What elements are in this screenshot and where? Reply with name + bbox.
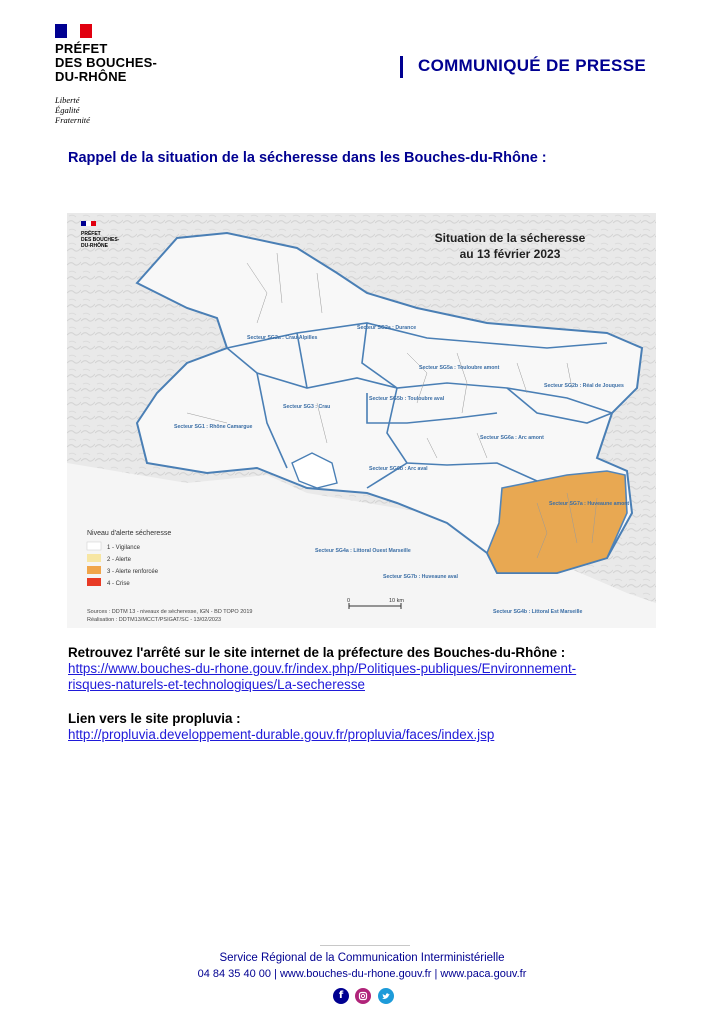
legend-swatch-crise bbox=[87, 578, 101, 586]
map-credits: Réalisation : DDTM13/MCCT/PSIGAT/SC - 13/02/2023 bbox=[87, 617, 222, 623]
decree-intro: Retrouvez l'arrêté sur le site internet de la préfecture des Bouches-du-Rhône : bbox=[68, 645, 566, 660]
sector-label: Secteur SG4a : Littoral Ouest Marseille bbox=[315, 548, 411, 554]
legend-label: 4 - Crise bbox=[107, 581, 130, 587]
french-flag-logo bbox=[55, 24, 92, 38]
page-heading: Rappel de la situation de la sécheresse dans les Bouches-du-Rhône : bbox=[68, 150, 547, 166]
legend-swatch-alerte bbox=[87, 554, 101, 562]
facebook-icon[interactable]: f bbox=[333, 988, 349, 1004]
legend-label: 1 - Vigilance bbox=[107, 545, 140, 551]
scale-end: 10 km bbox=[389, 598, 404, 604]
legend-swatch-vigilance bbox=[87, 542, 101, 550]
sector-label: Secteur SG5a : Touloubre amont bbox=[419, 365, 500, 371]
propluvia-intro: Lien vers le site propluvia : bbox=[68, 711, 241, 726]
propluvia-link[interactable]: http://propluvia.developpement-durable.gouv.fr/propluvia/faces/index.jsp bbox=[68, 727, 495, 742]
propluvia-paragraph bbox=[68, 711, 656, 743]
alert-zone-huveaune bbox=[487, 471, 630, 573]
twitter-icon[interactable] bbox=[378, 988, 394, 1004]
drought-map bbox=[67, 213, 656, 628]
logo-line: PRÉFET bbox=[55, 41, 108, 56]
footer-divider bbox=[320, 945, 410, 946]
footer-separator: | bbox=[434, 968, 441, 980]
map-title-line1: Situation de la sécheresse bbox=[434, 231, 586, 245]
footer-service: Service Régional de la Communication Interministérielle bbox=[219, 952, 505, 964]
sector-label: Secteur SG3 : Crau bbox=[283, 404, 331, 410]
map-title-line2: au 13 février 2023 bbox=[459, 247, 561, 261]
sector-label: Secteur SG2a : Durance bbox=[357, 325, 417, 331]
sector-label: Secteur SG2a : Crau-Alpilles bbox=[247, 335, 318, 341]
sector-label: Secteur SG2b : Réal de Jouques bbox=[544, 383, 624, 389]
legend-label: 3 - Alerte renforcée bbox=[107, 569, 159, 575]
sector-label: Secteur SG6b : Arc aval bbox=[369, 466, 428, 472]
decree-link-continued[interactable]: risques-naturels-et-technologiques/La-secheresse bbox=[68, 677, 365, 692]
motto-line: Fraternité bbox=[55, 115, 90, 125]
legend-swatch-alerte-renforcee bbox=[87, 566, 101, 574]
map-logo-line: DU-RHÔNE bbox=[81, 243, 108, 249]
map-logo-line: DES BOUCHES- bbox=[81, 237, 120, 243]
sector-label: Secteur SG7b : Huveaune aval bbox=[383, 574, 458, 580]
map-sources: Sources : DDTM 13 - niveaux de sécheresse, IGN - BD TOPO 2019 bbox=[87, 609, 253, 615]
decree-link[interactable]: https://www.bouches-du-rhone.gouv.fr/index.php/Politiques-publiques/Environnement- bbox=[68, 661, 577, 676]
legend-title: Niveau d'alerte sécheresse bbox=[87, 530, 172, 537]
sector-label: Secteur SG4b : Littoral Est Marseille bbox=[493, 609, 583, 615]
footer-separator: | bbox=[274, 968, 280, 980]
footer-site-link[interactable]: www.bouches-du-rhone.gouv.fr bbox=[279, 968, 432, 980]
scale-start: 0 bbox=[347, 598, 351, 604]
prefecture-logo-text bbox=[55, 42, 157, 84]
decree-paragraph bbox=[68, 645, 656, 693]
sector-label: Secteur SG6a : Arc amont bbox=[480, 435, 544, 441]
sector-label: Secteur SG5b : Touloubre aval bbox=[369, 396, 445, 402]
motto-line: Liberté bbox=[55, 95, 80, 105]
footer-contacts bbox=[0, 968, 724, 980]
footer-site-link[interactable]: www.paca.gouv.fr bbox=[440, 968, 527, 980]
document-type-title: COMMUNIQUÉ DE PRESSE bbox=[418, 56, 646, 75]
legend-label: 2 - Alerte bbox=[107, 557, 132, 563]
sector-label: Secteur SG1 : Rhône Camargue bbox=[174, 424, 253, 430]
instagram-icon[interactable] bbox=[355, 988, 371, 1004]
republic-motto bbox=[55, 95, 90, 125]
footer-phone: 04 84 35 40 00 bbox=[197, 968, 271, 980]
logo-line: DES BOUCHES- bbox=[55, 55, 158, 70]
title-divider bbox=[400, 56, 403, 78]
map-logo-line: PRÉFET bbox=[81, 231, 101, 237]
logo-line: DU-RHÔNE bbox=[55, 69, 127, 84]
motto-line: Égalité bbox=[55, 105, 80, 115]
sector-label: Secteur SG7a : Huveaune amont bbox=[549, 501, 630, 507]
